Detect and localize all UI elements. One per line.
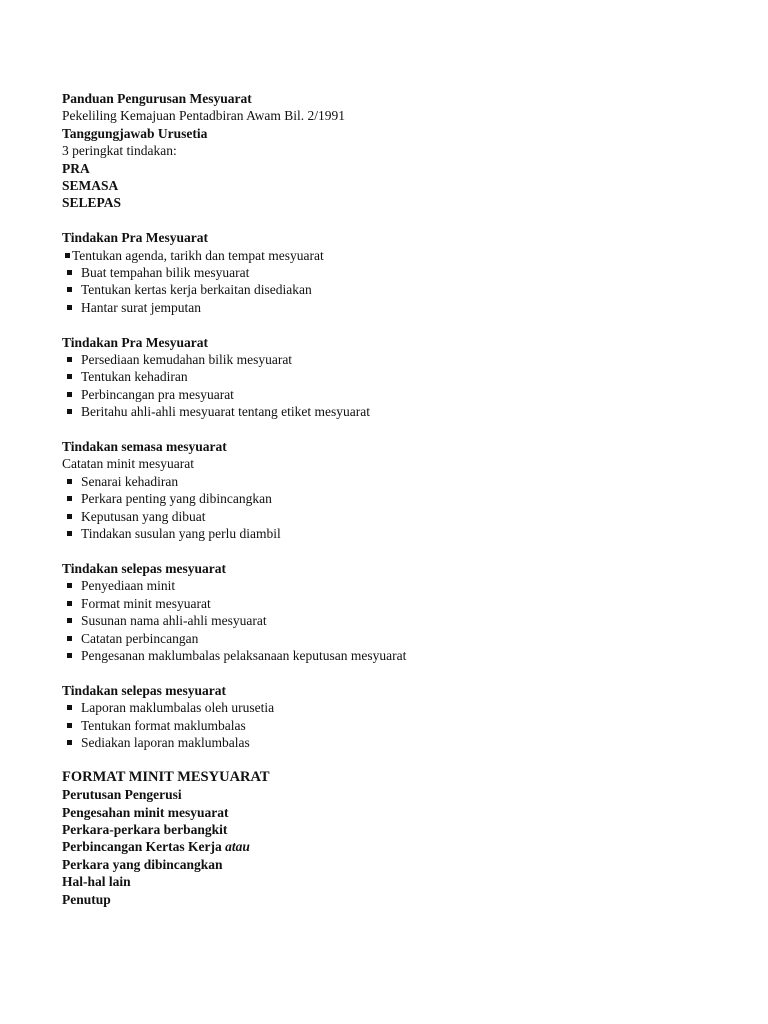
list-item: Senarai kehadiran [62,473,722,490]
bullet-icon [67,583,72,588]
bullet-icon [65,253,70,258]
atau-italic: atau [225,839,250,855]
list-item: Tentukan agenda, tarikh dan tempat mesyuarat [62,247,722,264]
bullet-icon [67,653,72,658]
section-heading: Tindakan selepas mesyuarat [62,682,227,698]
bullet-icon [67,618,72,623]
format-title: FORMAT MINIT MESYUARAT [62,768,270,785]
format-line: Perbincangan Kertas Kerja atau [62,839,250,855]
bullet-icon [67,705,72,710]
format-line: Hal-hal lain [62,874,131,890]
bullet-list [62,264,722,316]
list-item: Susunan nama ahli-ahli mesyuarat [62,612,722,629]
levels-intro: 3 peringkat tindakan: [62,143,177,159]
level-semasa: SEMASA [62,178,119,194]
bullet-icon [67,270,72,275]
bullet-icon [67,357,72,362]
doc-title: Panduan Pengurusan Mesyuarat [62,91,252,106]
list-item: Format minit mesyuarat [62,595,722,612]
list-item: Tindakan susulan yang perlu diambil [62,525,722,542]
level-pra: PRA [62,160,90,176]
list-item: Perbincangan pra mesyuarat [62,386,722,403]
list-item: Catatan perbincangan [62,630,722,647]
list-item: Buat tempahan bilik mesyuarat [62,264,722,281]
bullet-icon [67,601,72,606]
format-line: Pengesahan minit mesyuarat [62,804,229,820]
bullet-list [62,473,722,543]
bullet-icon [67,374,72,379]
bullet-list [62,699,722,751]
bullet-icon [67,287,72,292]
bullet-icon [67,305,72,310]
bullet-list [62,351,722,421]
list-item: Sediakan laporan maklumbalas [62,734,722,751]
bullet-icon [67,740,72,745]
list-item: Penyediaan minit [62,577,722,594]
bullet-list [62,577,722,664]
bullet-icon [67,531,72,536]
bullet-icon [67,392,72,397]
section-heading: Tindakan selepas mesyuarat [62,560,227,576]
bullet-icon [67,723,72,728]
bullet-icon [67,479,72,484]
list-item: Laporan maklumbalas oleh urusetia [62,699,722,716]
level-selepas: SELEPAS [62,195,122,211]
section-heading: Tindakan semasa mesyuarat [62,439,227,455]
list-item: Pengesanan maklumbalas pelaksanaan keputusan mesyuarat [62,647,722,664]
list-item: Keputusan yang dibuat [62,508,722,525]
list-item: Tentukan kertas kerja berkaitan disediakan [62,281,722,298]
bullet-icon [67,496,72,501]
format-line: Perutusan Pengerusi [62,787,182,803]
list-item: Persediaan kemudahan bilik mesyuarat [62,351,722,368]
list-item: Tentukan kehadiran [62,368,722,385]
format-line: Perkara-perkara berbangkit [62,821,228,837]
list-item: Perkara penting yang dibincangkan [62,490,722,507]
section-heading: Tindakan Pra Mesyuarat [62,230,209,246]
document-body [62,90,722,908]
list-item: Tentukan format maklumbalas [62,717,722,734]
format-line: Penutup [62,891,111,907]
format-line: Perkara yang dibincangkan [62,856,223,872]
bullet-icon [67,409,72,414]
section-subheading: Catatan minit mesyuarat [62,456,194,472]
bullet-icon [67,514,72,519]
bullet-icon [67,636,72,641]
list-item: Beritahu ahli-ahli mesyuarat tentang etiket mesyuarat [62,403,722,420]
list-item: Hantar surat jemputan [62,299,722,316]
responsibility-heading: Tanggungjawab Urusetia [62,125,208,141]
circular-reference: Pekeliling Kemajuan Pentadbiran Awam Bil. 2/1991 [62,108,345,124]
section-heading: Tindakan Pra Mesyuarat [62,334,209,350]
